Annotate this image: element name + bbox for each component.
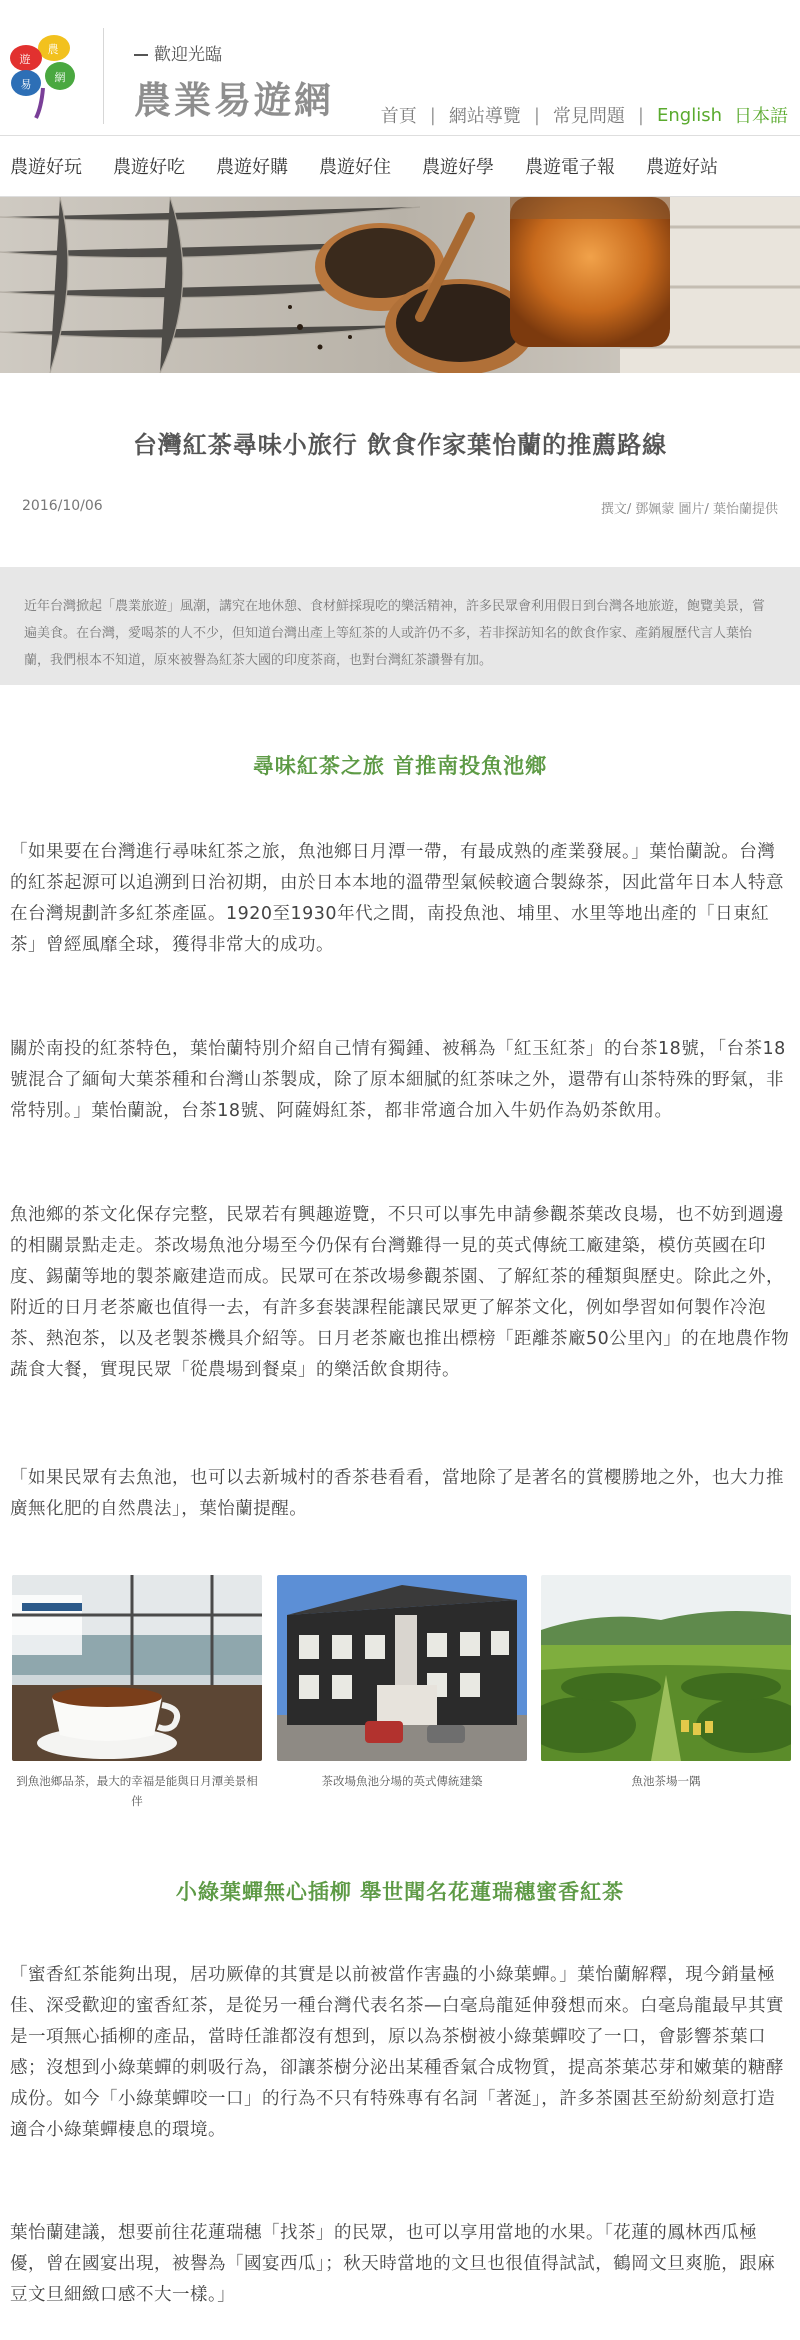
article-date: 2016/10/06 — [22, 498, 103, 514]
nav-item-sites[interactable]: 農遊好站 — [646, 157, 718, 178]
photo-tea-cup — [12, 1575, 262, 1761]
header-divider — [103, 28, 104, 124]
logo-char-3: 易 — [20, 78, 32, 91]
photo-caption: 魚池茶場一隅 — [631, 1774, 701, 1788]
paragraph: 「如果要在台灣進行尋味紅茶之旅，魚池鄉日月潭一帶，有最成熟的產業發展。」葉怡蘭說。台灣的紅茶起源可以追溯到日治初期，由於日本本地的溫帶型氣候較適合製綠茶，因此當年日本人特意在台灣規劃許多紅茶產區。1920至1930年代之間，南投魚池、埔里、水里等地出產的「日東紅茶」曾經風靡全球，獲得非常大的成功。 — [10, 842, 784, 955]
paragraph: 「蜜香紅茶能夠出現，居功厥偉的其實是以前被當作害蟲的小綠葉蟬。」葉怡蘭解釋，現今銷量極佳、深受歡迎的蜜香紅茶，是從另一種台灣代表名茶—白毫烏龍延伸發想而來。白毫烏龍最早其實是一項無心插柳的產品，當時任誰都沒有想到，原以為茶樹被小綠葉蟬咬了一口，會影響茶葉口感；沒想到小綠葉蟬的刺吸行為，卻讓茶樹分泌出某種香氣合成物質，提高茶葉芯芽和嫩葉的糖酵成份。如今「小綠葉蟬咬一口」的行為不只有特殊專有名詞「著涎」，許多茶園甚至紛紛刻意打造適合小綠葉蟬棲息的環境。 — [10, 1965, 784, 2140]
nav-item-learn[interactable]: 農遊好學 — [422, 157, 494, 178]
nav-item-eat[interactable]: 農遊好吃 — [113, 157, 185, 178]
welcome-label: 歡迎光臨 — [154, 45, 222, 65]
paragraph: 「如果民眾有去魚池，也可以去新城村的香茶巷看看，當地除了是著名的賞櫻勝地之外，也大力推廣無化肥的自然農法」，葉怡蘭提醒。 — [10, 1468, 784, 1519]
site-header — [0, 0, 800, 135]
top-link-faq[interactable]: 常見問題 — [552, 106, 625, 127]
logo-char-1: 農 — [47, 43, 59, 56]
article-meta — [22, 498, 778, 517]
link-separator: | — [429, 104, 436, 126]
top-link-home[interactable]: 首頁 — [380, 106, 417, 127]
logo-char-2: 遊 — [19, 53, 31, 66]
photo-tea-factory — [277, 1575, 527, 1761]
top-link-sitemap[interactable]: 網站導覽 — [448, 106, 521, 127]
nav-item-play[interactable]: 農遊好玩 — [10, 157, 82, 178]
article-summary: 近年台灣掀起「農業旅遊」風潮，講究在地休憩、食材鮮採現吃的樂活精神，許多民眾會利用假日到台灣各地旅遊，飽覽美景，嘗遍美食。在台灣，愛喝茶的人不少，但知道台灣出產上等紅茶的人或許仍不多，若非探訪知名的飲食作家、產銷履歷代言人葉怡蘭，我們根本不知道，原來被譽為紅茶大國的印度茶商，也對台灣紅茶讚譽有加。 — [0, 567, 800, 685]
photo-caption: 到魚池鄉品茶，最大的幸福是能與日月潭美景相伴 — [16, 1774, 258, 1808]
language-english[interactable]: English — [657, 104, 722, 126]
link-separator: | — [533, 104, 540, 126]
top-links — [381, 102, 788, 128]
language-japanese[interactable]: 日本語 — [734, 106, 788, 127]
article-title: 台灣紅茶尋味小旅行 飲食作家葉怡蘭的推薦路線 — [132, 431, 668, 459]
photo-tea-field — [541, 1575, 791, 1761]
link-separator: | — [637, 104, 644, 126]
main-nav — [0, 135, 800, 197]
paragraph: 關於南投的紅茶特色，葉怡蘭特別介紹自己情有獨鍾、被稱為「紅玉紅茶」的台茶18號，「台茶18號混合了緬甸大葉茶種和台灣山茶製成，除了原本細膩的紅茶味之外，還帶有山茶特殊的野氣，非常特別。」葉怡蘭說，台茶18號、阿薩姆紅茶，都非常適合加入牛奶作為奶茶飲用。 — [10, 1039, 786, 1121]
nav-item-buy[interactable]: 農遊好購 — [216, 157, 288, 178]
hero-tea-image — [0, 197, 800, 373]
brand-name[interactable]: 農業易遊網 — [134, 79, 334, 122]
logo-char-4: 網 — [54, 71, 66, 84]
paragraph: 魚池鄉的茶文化保存完整，民眾若有興趣遊覽，不只可以事先申請參觀茶葉改良場，也不妨到週邊的相關景點走走。茶改場魚池分場至今仍保有台灣難得一見的英式傳統工廠建築，模仿英國在印度、錫蘭等地的製茶廠建造而成。民眾可在茶改場參觀茶園、了解紅茶的種類與歷史。除此之外，附近的日月老茶廠也值得一去，有許多套裝課程能讓民眾更了解茶文化，例如學習如何製作冷泡茶、熱泡茶，以及老製茶機具介紹等。日月老茶廠也推出標榜「距離茶廠50公里內」的在地農作物蔬食大餐，實現民眾「從農場到餐桌」的樂活飲食期待。 — [10, 1205, 790, 1380]
nav-item-newsletter[interactable]: 農遊電子報 — [525, 157, 615, 178]
photo-caption: 茶改場魚池分場的英式傳統建築 — [321, 1774, 483, 1788]
paragraph: 葉怡蘭建議，想要前往花蓮瑞穗「找茶」的民眾，也可以享用當地的水果。「花蓮的鳳林西瓜極優，曾在國宴出現，被譽為「國宴西瓜」；秋天時當地的文旦也很值得試試，鶴岡文旦爽脆，跟麻豆文旦細緻口感不大一樣。」 — [10, 2223, 776, 2305]
hero-banner — [0, 197, 800, 373]
site-logo[interactable] — [6, 28, 82, 120]
logo-stem — [36, 88, 43, 118]
welcome-text — [134, 40, 222, 65]
section-heading-2: 小綠葉蟬無心插柳 舉世聞名花蓮瑞穗蜜香紅茶 — [175, 1880, 625, 1904]
nav-item-stay[interactable]: 農遊好住 — [319, 157, 391, 178]
article-credit: 撰文/ 鄧姵蒙 圖片/ 葉怡蘭提供 — [600, 502, 778, 517]
section-heading-1: 尋味紅茶之旅 首推南投魚池鄉 — [252, 754, 548, 778]
